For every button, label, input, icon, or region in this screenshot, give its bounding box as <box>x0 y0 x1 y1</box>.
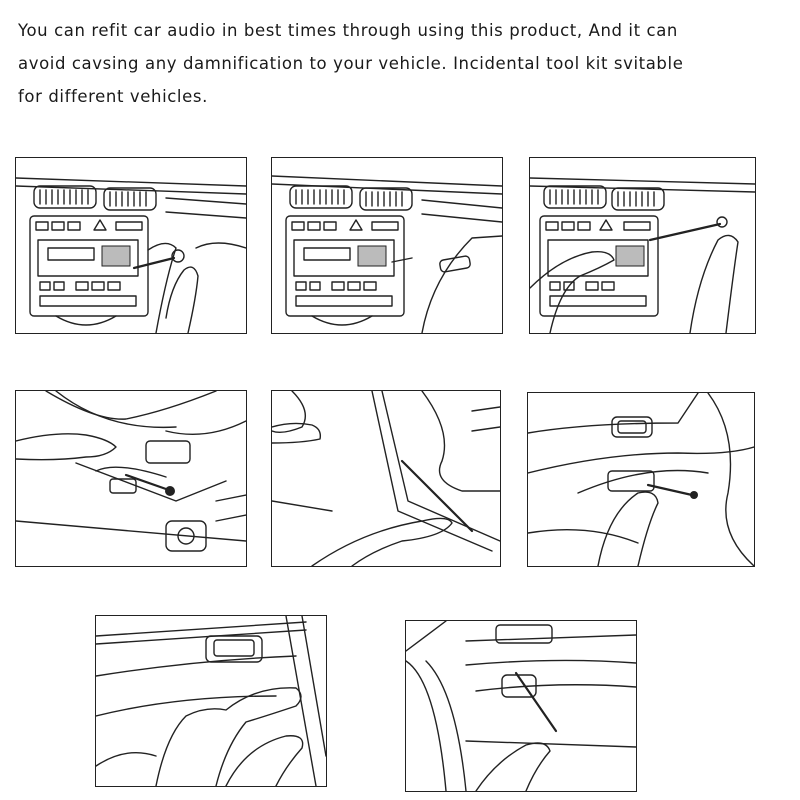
illustration-door-3 <box>527 392 755 567</box>
illustration-dashboard-2 <box>271 157 503 334</box>
illustration-door-2 <box>271 390 501 567</box>
illustration-door-5 <box>405 620 637 792</box>
instruction-line-2: avoid cavsing any damnification to your vehicle. Incidental tool kit svitable <box>18 54 684 73</box>
illustration-dashboard-1 <box>15 157 247 334</box>
illustration-dashboard-3 <box>529 157 756 334</box>
illustration-door-1 <box>15 390 247 567</box>
instruction-line-3: for different vehicles. <box>18 87 208 106</box>
instruction-line-1: You can refit car audio in best times through using this product, And it can <box>18 21 678 40</box>
illustration-door-4 <box>95 615 327 787</box>
instruction-text <box>18 14 778 113</box>
